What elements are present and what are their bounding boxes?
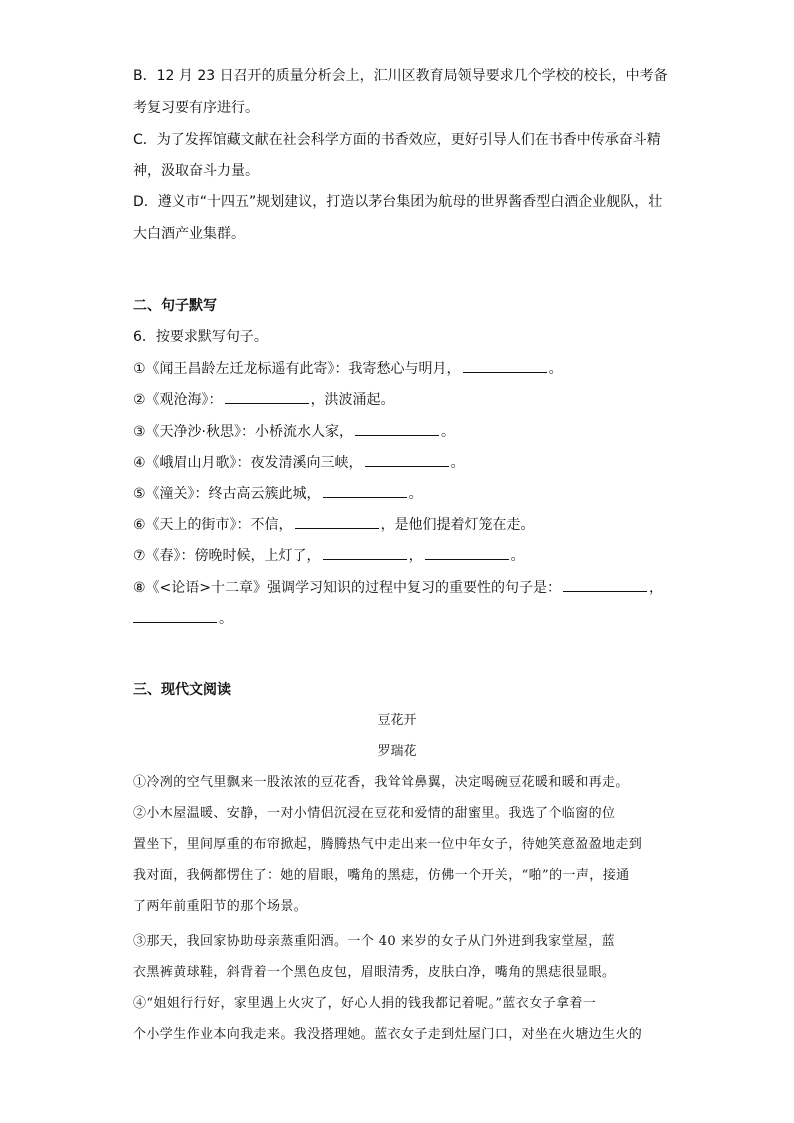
dictation-item-8-cont	[133, 608, 233, 629]
answer-blank[interactable]	[425, 545, 509, 560]
item-4-prompt: ④《峨眉山月歌》：夜发清溪向三峡，	[133, 455, 363, 471]
item-8-mid: ，	[649, 580, 664, 596]
article-author: 罗瑞花	[377, 744, 417, 759]
article-line: ③那天，我回家协助母亲蒸重阳酒。一个 40 来岁的女子从门外进到我家堂屋，蓝	[133, 934, 616, 949]
option-d-line2: 大白酒产业集群。	[133, 226, 245, 242]
item-4-end: 。	[450, 455, 465, 471]
dictation-item-8	[133, 577, 663, 598]
dictation-item-2	[133, 389, 395, 410]
answer-blank[interactable]	[225, 389, 309, 404]
article-title: 豆花开	[377, 713, 417, 728]
article-line: ②小木屋温暖、安静，一对小情侣沉浸在豆花和爱情的甜蜜里。我选了个临窗的位	[133, 806, 616, 821]
answer-blank[interactable]	[463, 358, 547, 373]
answer-blank[interactable]	[295, 514, 379, 529]
item-7-prompt: ⑦《春》：傍晚时候，上灯了，	[133, 548, 321, 564]
item-3-end: 。	[441, 424, 456, 440]
answer-blank[interactable]	[365, 452, 449, 467]
item-3-prompt: ③《天净沙·秋思》：小桥流水人家，	[133, 424, 354, 440]
answer-blank[interactable]	[563, 577, 647, 592]
answer-blank[interactable]	[133, 608, 217, 623]
question-6: 6．按要求默写句子。	[133, 329, 268, 345]
item-2-prompt: ②《观沧海》：	[133, 392, 223, 408]
option-c-line1: C．为了发挥馆藏文献在社会科学方面的书香效应，更好引导人们在书香中传承奋斗精	[133, 132, 661, 148]
item-7-end: 。	[510, 548, 525, 564]
dictation-item-7	[133, 545, 525, 566]
dictation-item-1	[133, 358, 563, 379]
article-line: 我对面，我俩都愣住了：她的眉眼，嘴角的黑痣，仿佛一个开关，“啪”的一声，接通	[133, 868, 630, 883]
section-heading-reading: 三、现代文阅读	[133, 682, 231, 698]
item-8-end: 。	[219, 611, 233, 627]
item-6-end: ，是他们提着灯笼在走。	[380, 517, 535, 533]
item-2-end: ，洪波涌起。	[310, 392, 395, 408]
option-d-line1: D．遵义市“十四五”规划建议，打造以茅台集团为航母的世界酱香型白酒企业舰队，壮	[133, 194, 663, 210]
item-1-prompt: ①《闻王昌龄左迁龙标遥有此寄》：我寄愁心与明月，	[133, 361, 461, 377]
article-line: 了两年前重阳节的那个场景。	[133, 899, 308, 914]
item-7-mid: ，	[408, 548, 423, 564]
dictation-item-5	[133, 483, 423, 504]
dictation-item-6	[133, 514, 535, 535]
section-heading-dictation: 二、句子默写	[133, 298, 217, 314]
item-5-prompt: ⑤《潼关》：终古高云簇此城，	[133, 486, 321, 502]
answer-blank[interactable]	[355, 421, 439, 436]
item-6-prompt: ⑥《天上的街市》：不信，	[133, 517, 293, 533]
article-line: 衣黑裤黄球鞋，斜背着一个黑色皮包，眉眼清秀，皮肤白净，嘴角的黑痣很显眼。	[133, 965, 616, 980]
article-line: ④“姐姐行行好，家里遇上火灾了，好心人捐的钱我都记着呢。”蓝衣女子拿着一	[133, 996, 597, 1011]
dictation-item-3	[133, 421, 455, 442]
article-line: 个小学生作业本向我走来。我没搭理她。蓝衣女子走到灶屋门口，对坐在火塘边生火的	[133, 1027, 643, 1042]
article-line: ①冷冽的空气里飘来一股浓浓的豆花香，我耸耸鼻翼，决定喝碗豆花暖和暖和再走。	[133, 775, 629, 790]
option-c-line2: 神，汲取奋斗力量。	[133, 163, 259, 179]
option-b-line2: 考复习要有序进行。	[133, 100, 259, 116]
item-1-end: 。	[548, 361, 563, 377]
option-b-line1: B．12 月 23 日召开的质量分析会上，汇川区教育局领导要求几个学校的校长，中考备	[133, 68, 668, 84]
item-5-end: 。	[408, 486, 423, 502]
dictation-item-4	[133, 452, 465, 473]
item-8-prompt: ⑧《<论语>十二章》强调学习知识的过程中复习的重要性的句子是：	[133, 580, 562, 596]
article-line: 置坐下，里间厚重的布帘掀起，腾腾热气中走出来一位中年女子，待她笑意盈盈地走到	[133, 837, 643, 852]
answer-blank[interactable]	[323, 483, 407, 498]
answer-blank[interactable]	[323, 545, 407, 560]
